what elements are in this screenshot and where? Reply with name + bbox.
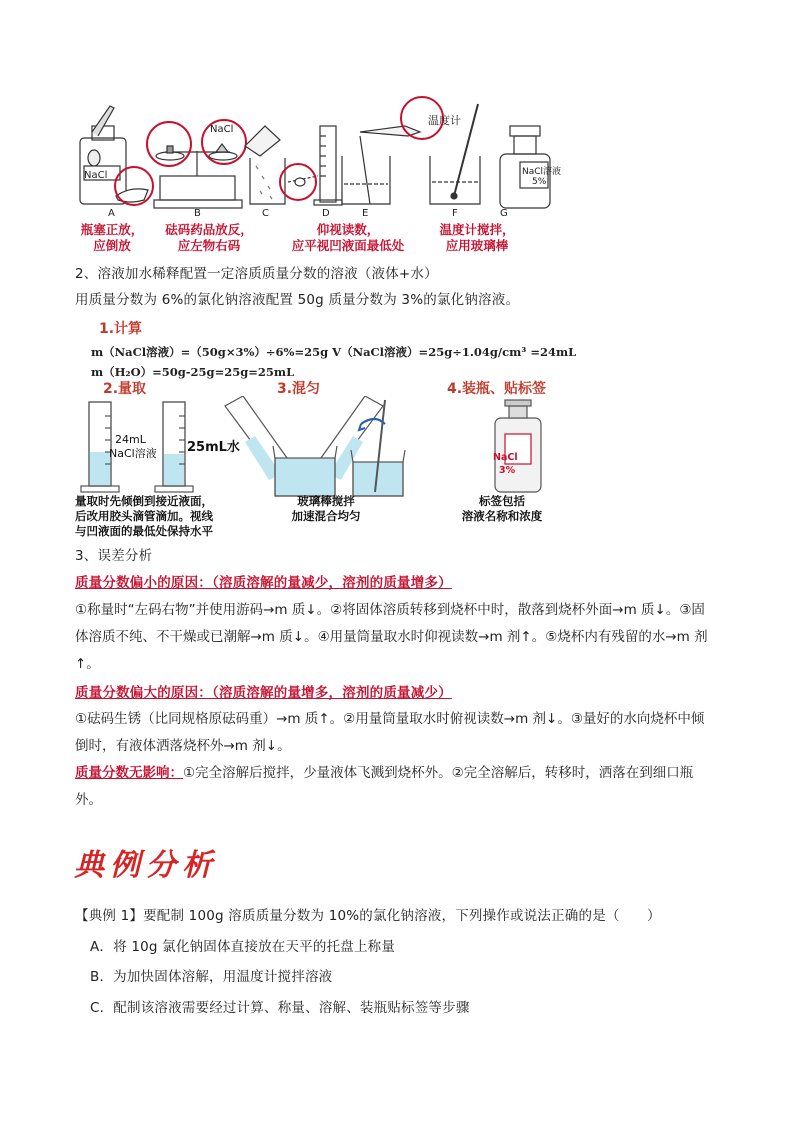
letter-b: B [194,208,201,219]
letter-f: F [452,208,458,219]
no-effect-text: ①完全溶解后搅拌，少量液体飞溅到烧杯外。②完全溶解后，转移时，洒落在到细口瓶 [183,765,694,781]
note-d [278,222,418,254]
option-a[interactable]: A．将 10g 氯化钠固体直接放在天平的托盘上称量 [90,939,396,955]
figure-error-operations [70,96,590,256]
letter-e: E [362,208,369,219]
section2-intro: 用质量分数为 6%的氯化钠溶液配置 50g 质量分数为 3%的氯化钠溶液。 [75,292,520,308]
note-step2-line1: 量取时先倾倒到接近液面， [75,494,213,508]
nacl-bottle-label: NaCl [84,170,108,181]
bottle-label-1: NaCl [493,452,518,463]
note-f-line2: 应用玻璃棒 [445,238,509,253]
thermometer-label: 温度计 [428,114,461,127]
calc-line2: m（H₂O）=50g-25g=25g=25mL [91,365,295,379]
small-cause-title: 质量分数偏小的原因：（溶质溶解的量减少，溶剂的质量增多） [75,575,452,591]
step4-title: 4.装瓶、贴标签 [447,381,547,397]
section2-heading: 2、溶液加水稀释配置一定溶质质量分数的溶液（液体+水） [75,266,438,282]
example-question: 【典例 1】要配制 100g 溶质质量分数为 10%的氯化钠溶液，下列操作或说法正确的是（ ） [75,908,661,924]
note-a [70,222,154,254]
cyl-label-2: NaCl溶液 [109,447,157,460]
note-b-line1: 砝码药品放反， [165,222,253,237]
final-bottle-label-2: 5% [532,177,547,187]
reagent-bottle-a [80,106,148,204]
note-step3-line2: 加速混合均匀 [291,509,361,523]
note-a-line1: 瓶塞正放， [80,222,144,237]
bottle-label-2: 3% [499,465,516,476]
small-cause-line3: ↑。 [75,656,100,672]
note-step3-line1: 玻璃棒搅拌 [297,494,355,508]
note-d-line2: 应平视凹液面最低处 [291,238,405,253]
step2-title: 2.量取 [103,381,147,397]
small-cause-line1: ①称量时“左码右物”并使用游码→m 质↓。②将固体溶质转移到烧杯中时，散落到烧杯外面→m 质↓。③固 [75,602,705,618]
note-a-line2: 应倒放 [93,238,131,253]
small-cause-body [75,597,725,678]
large-cause-title: 质量分数偏大的原因：（溶质溶解的量增多，溶剂的质量减少） [75,685,452,701]
cylinder-d [288,126,342,205]
note-step4 [447,494,557,524]
cyl-label-1: 24mL [115,433,146,446]
bottle-labeled [495,400,541,492]
option-b[interactable]: B．为加快固体溶解，用温度计搅拌溶液 [90,969,333,985]
example-banner: 典例分析 [74,848,218,883]
note-step4-line2: 溶液名称和浓度 [461,509,543,523]
calc-line1: m（NaCl溶液）=（50g×3%）÷6%=25g V（NaCl溶液）=25g÷1.04g/cm³ =24mL [91,345,577,359]
large-cause-line2: 倒时，有液体洒落烧杯外→m 剂↓。 [75,738,291,754]
figure-dilution [75,316,595,538]
section3-heading: 3、误差分析 [75,548,153,564]
large-cause-line1: ①砝码生锈（比同规格原砝码重）→m 质↑。②用量筒量取水时俯视读数→m 剂↓。③量好的水向烧杯中倾 [75,711,705,727]
letter-g: G [500,208,508,219]
beaker-e [342,136,390,204]
note-step2-line2: 后改用胶头滴管滴加。视线 [75,509,213,523]
letter-a: A [108,208,115,219]
beaker-c [245,126,285,204]
note-step3 [271,494,381,524]
note-b [154,222,264,254]
no-effect-title: 质量分数无影响： [75,765,183,781]
no-effect-line2: 外。 [75,792,102,808]
note-d-line1: 仰视读数， [316,222,380,237]
note-f-line1: 温度计搅拌， [439,222,515,237]
nacl-balance-label: NaCl [210,124,234,135]
step3-title: 3.混匀 [277,381,321,397]
letter-d: D [322,208,330,219]
small-cause-line2: 体溶质不纯、不干燥或已潮解→m 质↓。④用量筒量取水时仰视读数→m 剂↑。⑤烧杯内有残留的水→m 剂 [75,629,708,645]
option-c[interactable]: C．配制该溶液需要经过计算、称量、溶解、装瓶贴标签等步骤 [90,1000,470,1016]
final-bottle-label-1: NaCl溶液 [522,167,562,177]
note-step2 [75,494,265,539]
note-step2-line3: 与凹液面的最低处保持水平 [75,524,213,538]
note-f [422,222,532,254]
cyl-label-water: 25mL水 [187,440,240,455]
note-step4-line1: 标签包括 [479,494,525,508]
step1-title: 1.计算 [99,321,143,337]
large-cause-body [75,706,725,760]
note-b-line2: 应左物右码 [177,238,241,253]
no-effect-line1 [75,760,725,787]
balance-b [154,144,242,208]
no-effect-body [75,760,725,814]
letter-c: C [262,208,269,219]
beaker-f [360,104,480,204]
